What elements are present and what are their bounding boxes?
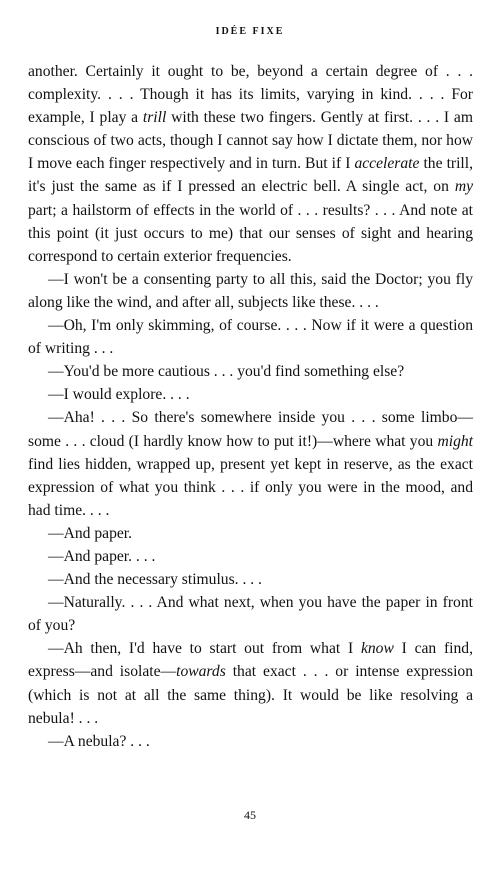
text-run: find lies hidden, wrapped up, present yet kept in reserve, as the exact expression of what you think . . . if only you were in the mood, and had time. . . . <box>28 455 473 519</box>
text-run: —You'd be more cautious . . . you'd find something else? <box>48 363 405 381</box>
italic-text: accelerate <box>354 155 420 173</box>
italic-text: know <box>360 640 394 658</box>
text-run: —I won't be a consenting party to all this, said the Doctor; you fly along like the wind, and after all, subjects like these. . . . <box>28 270 473 311</box>
paragraph <box>28 406 473 521</box>
italic-text: trill <box>142 109 167 127</box>
text-run: —A nebula? . . . <box>48 732 150 750</box>
text-run: —Aha! . . . So there's somewhere inside you . . . some limbo—some . . . cloud (I hardly know how to put it!)—where what you <box>28 409 473 450</box>
paragraph <box>28 545 473 568</box>
text-run: another. Certainly it ought to be, beyond a certain degree of . . . complexity. . . . Though it has its limits, varying in kind. . . . For example, I play a <box>28 63 473 127</box>
paragraph <box>28 637 473 729</box>
paragraph <box>28 383 473 406</box>
text-run: —Ah then, I'd have to start out from what I <box>48 640 361 658</box>
page-number: 45 <box>244 808 256 822</box>
paragraph <box>28 522 473 545</box>
paragraph <box>28 568 473 591</box>
italic-text: towards <box>176 663 226 681</box>
italic-text: my <box>454 178 473 196</box>
text-run: part; a hailstorm of effects in the world of . . . results? . . . And note at this point (it just occurs to me) that our senses of sight and hearing correspond to certain exterior frequencies. <box>28 201 473 265</box>
text-run: the trill, it's just the same as if I pressed an electric bell. A single act, on <box>28 155 473 196</box>
text-run: I can find, express—and isolate— <box>28 640 474 681</box>
text-run: —And the necessary stimulus. . . . <box>48 571 262 589</box>
text-run: —Oh, I'm only skimming, of course. . . . Now if it were a question of writing . . . <box>28 317 473 358</box>
text-run: with these two fingers. Gently at first. . . . I am conscious of two acts, though I cannot say how I dictate them, nor how I move each finger respectively and in turn. But if I <box>28 109 473 173</box>
text-run: —I would explore. . . . <box>48 386 190 404</box>
text-run: —And paper. <box>48 524 133 542</box>
paragraph <box>28 314 473 360</box>
paragraph <box>28 591 473 637</box>
text-run: —And paper. . . . <box>48 547 156 565</box>
text-run: —Naturally. . . . And what next, when you have the paper in front of you? <box>28 594 473 635</box>
running-header: IDÉE FIXE <box>215 26 285 37</box>
paragraph <box>28 268 473 314</box>
body-text <box>28 60 473 753</box>
paragraph <box>28 60 473 268</box>
paragraph <box>28 360 473 383</box>
italic-text: might <box>437 432 473 450</box>
text-run: that exact . . . or intense expression (which is not at all the same thing). It would be like resolving a nebula! . . . <box>28 663 474 727</box>
paragraph <box>28 730 473 753</box>
